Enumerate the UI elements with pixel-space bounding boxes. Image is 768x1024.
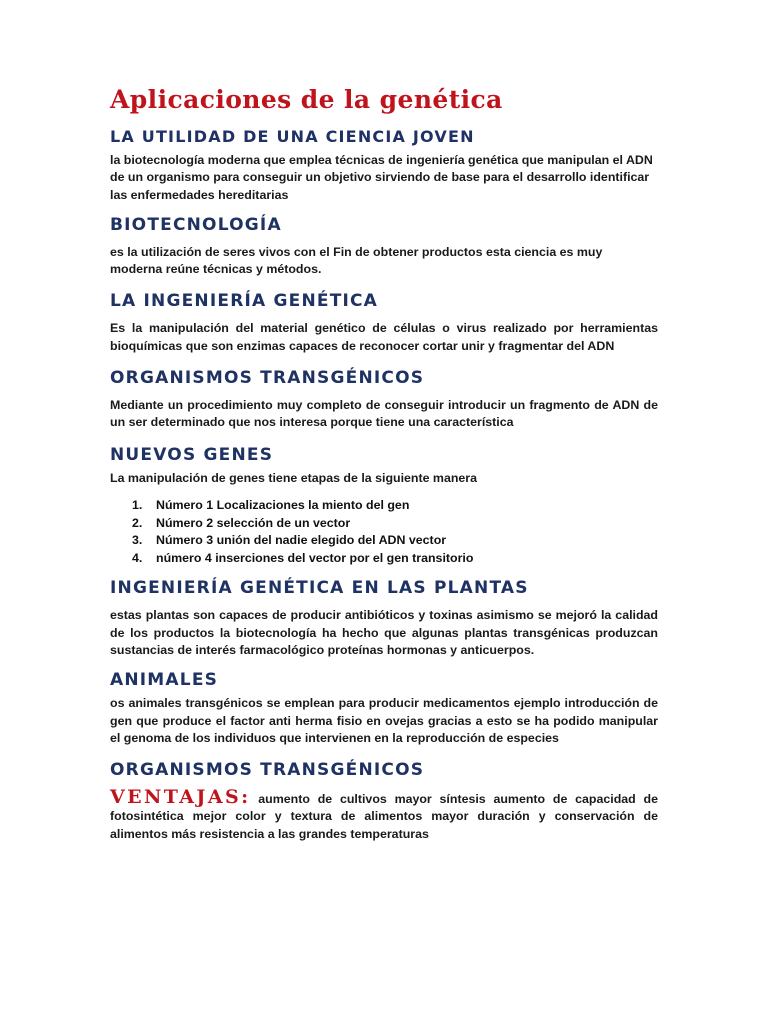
genes-steps-list (110, 497, 658, 567)
section-heading-ingenieria-genetica: LA INGENIERÍA GENÉTICA (110, 291, 379, 312)
section-heading-animales: ANIMALES (110, 670, 219, 691)
section-body-utilidad: la biotecnología moderna que emplea técnicas de ingeniería genética que manipulan el ADN de un organismo para conseguir un objetivo sirviendo de base para el desarrollo identificar las enfermedades hereditarias (110, 153, 653, 202)
ventajas-label: VENTAJAS: (110, 786, 251, 809)
section-heading-plantas: INGENIERÍA GENÉTICA EN LAS PLANTAS (110, 578, 529, 599)
section-heading-utilidad: LA UTILIDAD DE UNA CIENCIA JOVEN (110, 127, 475, 146)
list-item-text: Número 2 selección de un vector (156, 515, 351, 530)
section-body-ingenieria-genetica: Es la manipulación del material genético de células o virus realizado por herramientas bioquímicas que son enzimas capaces de reconocer cortar unir y fragmentar del ADN (110, 321, 658, 353)
section-body-nuevos-genes: La manipulación de genes tiene etapas de la siguiente manera (110, 470, 478, 485)
section-heading-biotecnologia: BIOTECNOLOGÍA (110, 214, 282, 235)
section-body-organismos-transgenicos: Mediante un procedimiento muy completo de conseguir introducir un fragmento de ADN de un ser determinado que nos interesa porque tiene una característica (110, 398, 658, 430)
list-item (110, 532, 658, 550)
section-heading-organismos-transgenicos: ORGANISMOS TRANSGÉNICOS (110, 368, 425, 389)
list-item-text: número 4 inserciones del vector por el gen transitorio (156, 550, 474, 565)
list-item-text: Número 1 Localizaciones la miento del gen (156, 497, 410, 512)
list-item-number: 1. (132, 497, 143, 512)
list-item-number: 2. (132, 515, 143, 530)
ventajas-text: aumento de cultivos mayor síntesis aumento de capacidad de fotosintética mejor color y textura de alimentos mayor duración y conservación de alimentos más resistencia a las grandes temperaturas (110, 792, 658, 841)
section-body-plantas: estas plantas son capaces de producir antibióticos y toxinas asimismo se mejoró la calidad de los productos la biotecnología ha hecho que algunas plantas transgénicas produzcan sustancias de interés farmacológico proteínas hormonas y anticuerpos. (110, 608, 658, 657)
section-body-animales: os animales transgénicos se emplean para producir medicamentos ejemplo introducción de gen que produce el factor anti herma fisio en ovejas gracias a esto se ha podido manipular el genoma de los individuos que intervienen en la reproducción de especies (110, 696, 658, 745)
list-item (110, 497, 658, 515)
section-body-ventajas (110, 786, 658, 843)
list-item (110, 550, 658, 568)
document-content (110, 84, 658, 843)
document-title: Aplicaciones de la genética (110, 85, 503, 114)
list-item-number: 4. (132, 550, 143, 565)
list-item-text: Número 3 unión del nadie elegido del ADN vector (156, 533, 447, 548)
list-item-number: 3. (132, 533, 143, 548)
section-heading-nuevos-genes: NUEVOS GENES (110, 444, 274, 465)
list-item (110, 515, 658, 533)
section-body-biotecnologia: es la utilización de seres vivos con el Fin de obtener productos esta ciencia es muy moderna reúne técnicas y métodos. (110, 244, 603, 277)
section-heading-organismos-transgenicos-2: ORGANISMOS TRANSGÉNICOS (110, 760, 425, 781)
